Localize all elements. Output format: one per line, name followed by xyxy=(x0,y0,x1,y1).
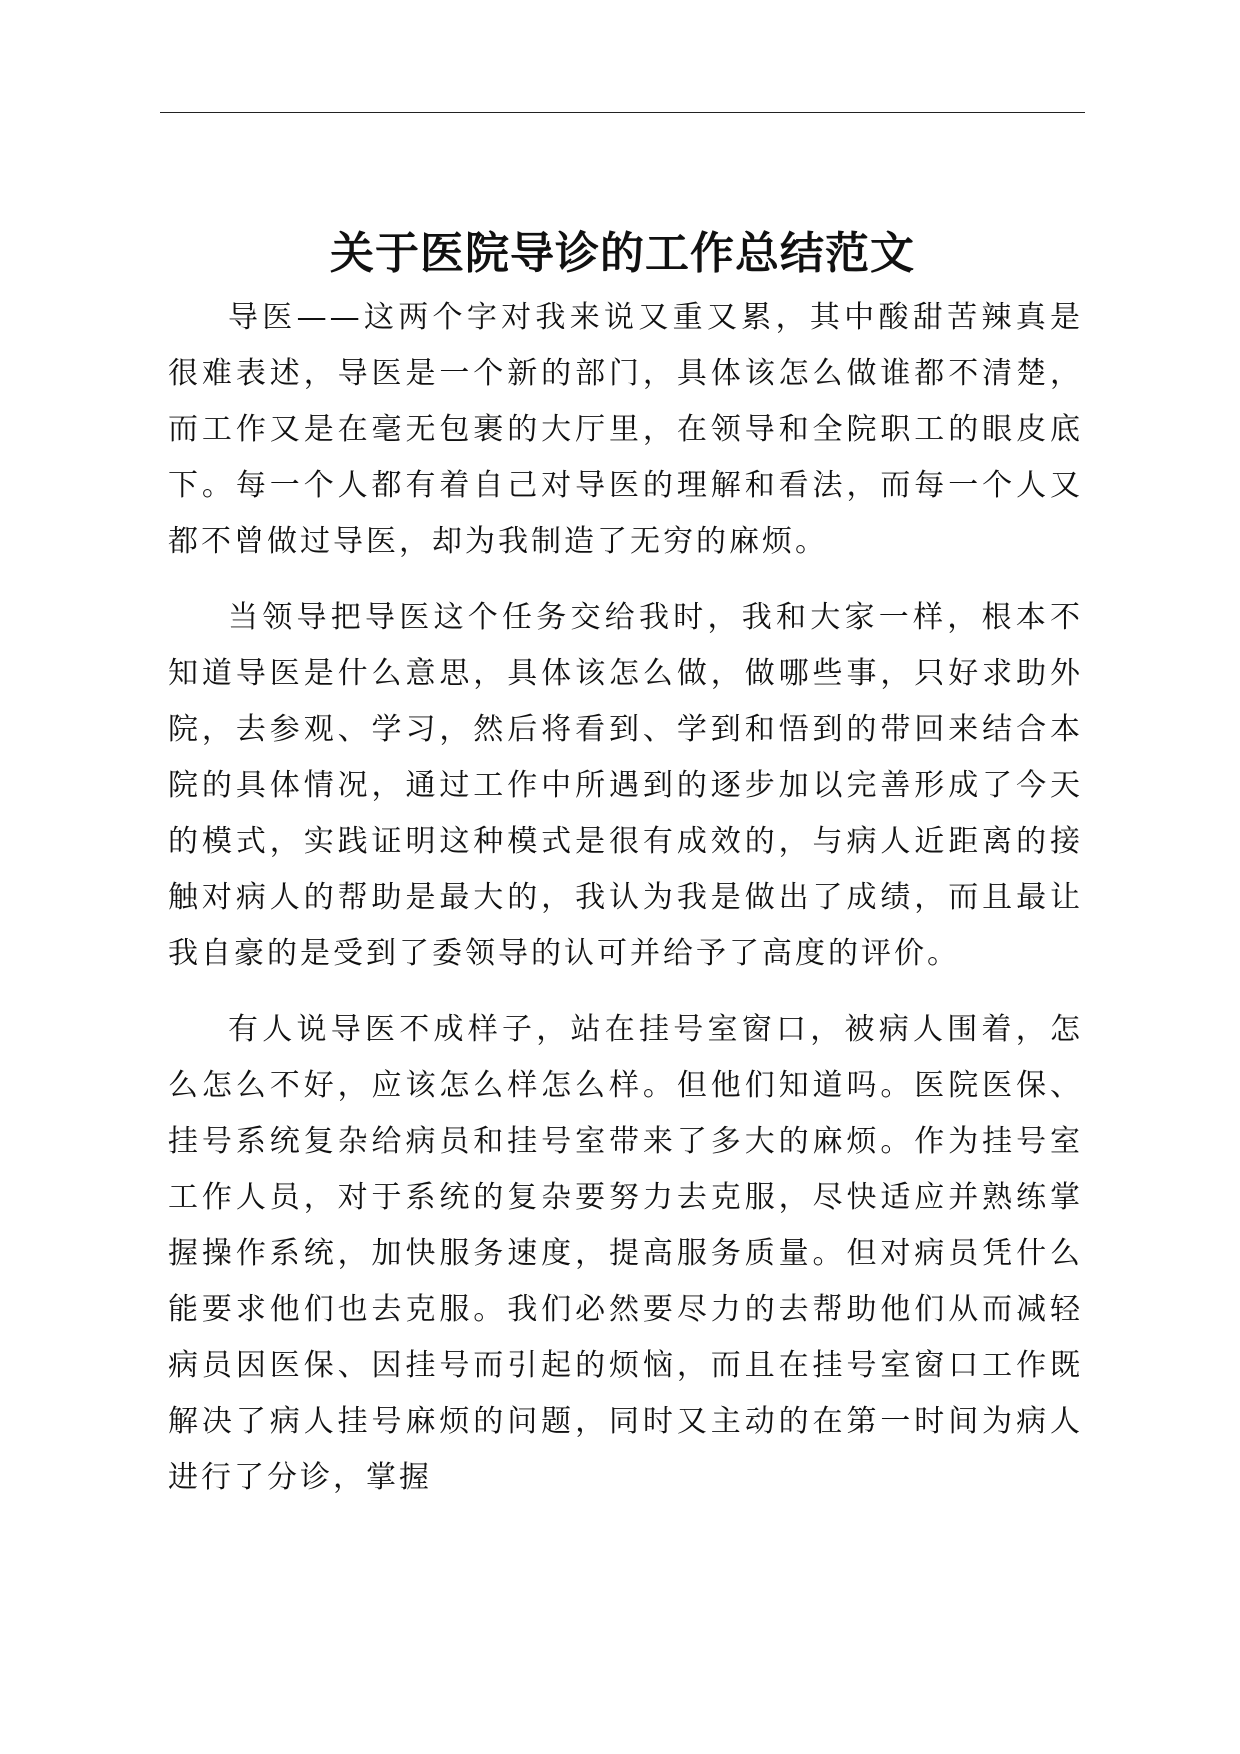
paragraph-2: 当领导把导医这个任务交给我时，我和大家一样，根本不知道导医是什么意思，具体该怎么做，做哪些事，只好求助外院，去参观、学习，然后将看到、学到和悟到的带回来结合本院的具体情况，通过工作中所遇到的逐步加以完善形成了今天的模式，实践证明这种模式是很有成效的，与病人近距离的接触对病人的帮助是最大的，我认为我是做出了成绩，而且最让我自豪的是受到了委领导的认可并给予了高度的评价。 xyxy=(168,600,1083,971)
document-body xyxy=(168,290,1083,1526)
document-title: 关于医院导诊的工作总结范文 xyxy=(330,228,915,279)
paragraph-3: 有人说导医不成样子，站在挂号室窗口，被病人围着，怎么怎么不好，应该怎么样怎么样。但他们知道吗。医院医保、挂号系统复杂给病员和挂号室带来了多大的麻烦。作为挂号室工作人员，对于系统的复杂要努力去克服，尽快适应并熟练掌握操作系统，加快服务速度，提高服务质量。但对病员凭什么能要求他们也去克服。我们必然要尽力的去帮助他们从而减轻病员因医保、因挂号而引起的烦恼，而且在挂号室窗口工作既解决了病人挂号麻烦的问题，同时又主动的在第一时间为病人进行了分诊，掌握 xyxy=(168,1012,1083,1495)
header-rule xyxy=(160,112,1085,113)
paragraph-1: 导医——这两个字对我来说又重又累，其中酸甜苦辣真是很难表述，导医是一个新的部门，具体该怎么做谁都不清楚，而工作又是在毫无包裹的大厅里，在领导和全院职工的眼皮底下。每一个人都有着自己对导医的理解和看法，而每一个人又都不曾做过导医，却为我制造了无穷的麻烦。 xyxy=(168,300,1083,559)
